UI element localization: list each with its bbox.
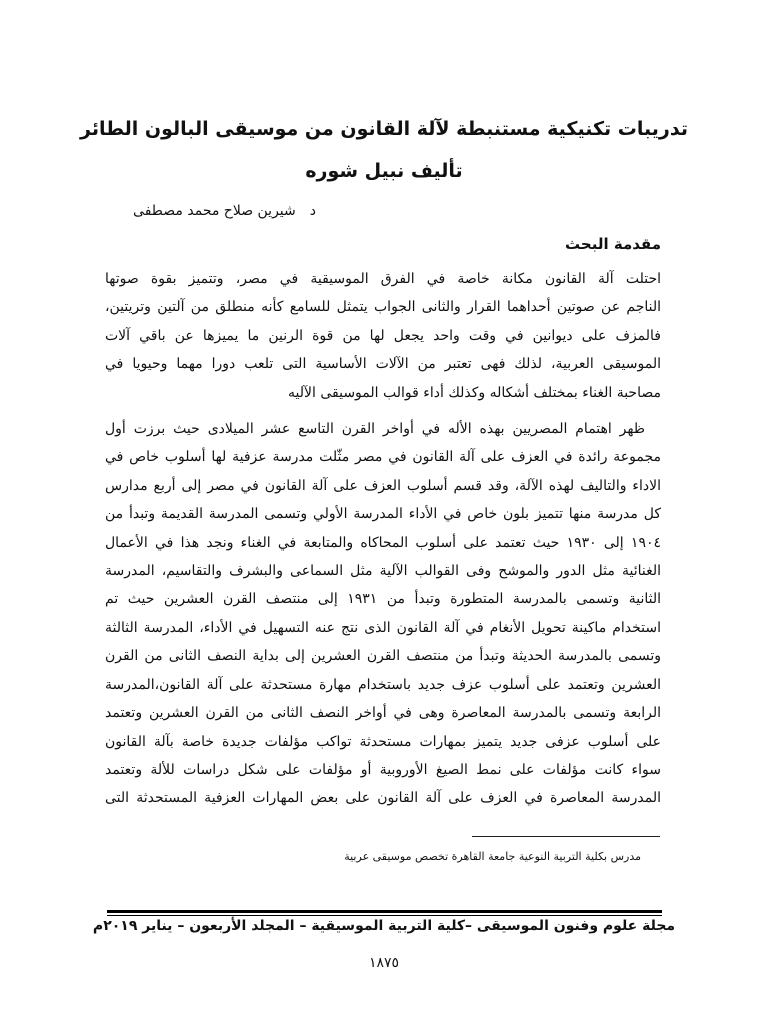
text-line: ظهر اهتمام المصريين بهذه الأله في أواخر القرن التاسع عشر الميلادى حيث برزت أول — [105, 421, 645, 438]
text-line: على أسلوب عزفى جديد يتميز بمهارات مستحدثة تواكب مؤلفات جديدة خاصة بآلة القانون — [105, 733, 661, 750]
paragraph-1 — [105, 265, 661, 407]
journal-footer: مجلة علوم وفنون الموسيقى –كلية التربية الموسيقية – المجلد الأربعون – يناير ٢٠١٩م — [92, 918, 676, 934]
composer-line: تأليف نبيل شوره — [305, 160, 463, 182]
researcher-prefix: د — [309, 203, 316, 219]
text-line: كل مدرسة منها تتميز بلون خاص في الأداء المدرسة الأولي وتسمى المدرسة القديمة وتبدأ من — [105, 506, 661, 523]
text-line: ١٩٠٤ إلى ١٩٣٠ حيث تعتمد على أسلوب المحاكاه والمتابعة في الغناء ونجد هذا في الأعمال — [105, 534, 661, 551]
researcher-line — [133, 203, 316, 219]
footnote: مدرس بكلية التربية النوعية جامعة القاهرة تخصص موسيقى عربية — [344, 850, 641, 863]
text-line: مجموعة رائدة في العزف على آلة القانون في مصر مثّلت مدرسة عزفية لها أسلوب خاص في — [105, 449, 661, 466]
text-line: الموسيقى العربية، لذلك فهى تعتبر من الآلات الأساسية التى تلعب دورا مهما وحيويا في — [105, 356, 661, 373]
page-number: ١٨٧٥ — [368, 955, 400, 971]
footnote-divider — [472, 836, 660, 837]
text-line: العشرين وتعتمد على أسلوب عزف جديد باستخدام مهارة مستحدثة على آلة القانون،المدرسة — [105, 676, 661, 693]
text-line: الرابعة وتسمى بالمدرسة المعاصرة وهى في أواخر النصف الثانى من القرن العشرين وتعتمد — [105, 705, 661, 722]
text-line: فالمزف على ديوانين في وقت واحد يجعل لها من قوة الرنين ما يميزها عن باقي آلات — [105, 327, 661, 344]
text-line: الاداء والتاليف لهذه الآلة، وقد قسم أسلوب العزف على آلة القانون في مصر إلى أربع مدارس — [105, 477, 661, 494]
text-line: وتسمى بالمدرسة الحديثة وتبدأ من منتصف القرن العشرين إلى بداية النصف الثانى من القرن — [105, 648, 661, 665]
section-heading: مقدمة البحث — [565, 235, 661, 253]
text-line: استخدام ماكينة تحويل الأنغام في آلة القانون الذى نتج عنه التسهيل في الأداء، المدرسة الثالثة — [105, 619, 661, 636]
text-line: سواء كانت مؤلفات على نمط الصيغ الأوروبية أو مؤلفات على شكل دراسات للألة وتعتمد — [105, 761, 661, 778]
text-line: الغنائية مثل الدور والموشح وفى القوالب الآلية مثل السماعى والبشرف والتقاسيم، المدرسة — [105, 563, 661, 580]
paragraph-2 — [105, 415, 661, 813]
text-line: الناجم عن صوتين أحداهما القرار والثانى الجواب يتمثل للسامع كأنه منطلق من آلتين وتريتين، — [105, 299, 661, 316]
text-line: المدرسة المعاصرة في العزف على آلة القانون على بعض المهارات العزفية المستحدثة التى — [105, 790, 661, 807]
paper-title: تدريبات تكنيكية مستنبطة لآلة القانون من موسيقى البالون الطائر — [80, 118, 688, 140]
footer-rule-thin — [107, 915, 662, 916]
text-line: الثانية وتسمى بالمدرسة المتطورة وتبدأ من ١٩٣١ إلى منتصف القرن العشرين حيث تم — [105, 591, 661, 608]
text-line: مصاحبة الغناء بمختلف أشكاله وكذلك أداء قوالب الموسيقى الآليه — [288, 384, 661, 401]
body-text — [105, 265, 661, 813]
footer-rule-thick — [107, 910, 662, 913]
researcher-name: شيرين صلاح محمد مصطفى — [133, 203, 296, 219]
text-line: احتلت آلة القانون مكانة خاصة في الفرق الموسيقية في مصر، وتتميز بقوة صوتها — [105, 271, 661, 287]
